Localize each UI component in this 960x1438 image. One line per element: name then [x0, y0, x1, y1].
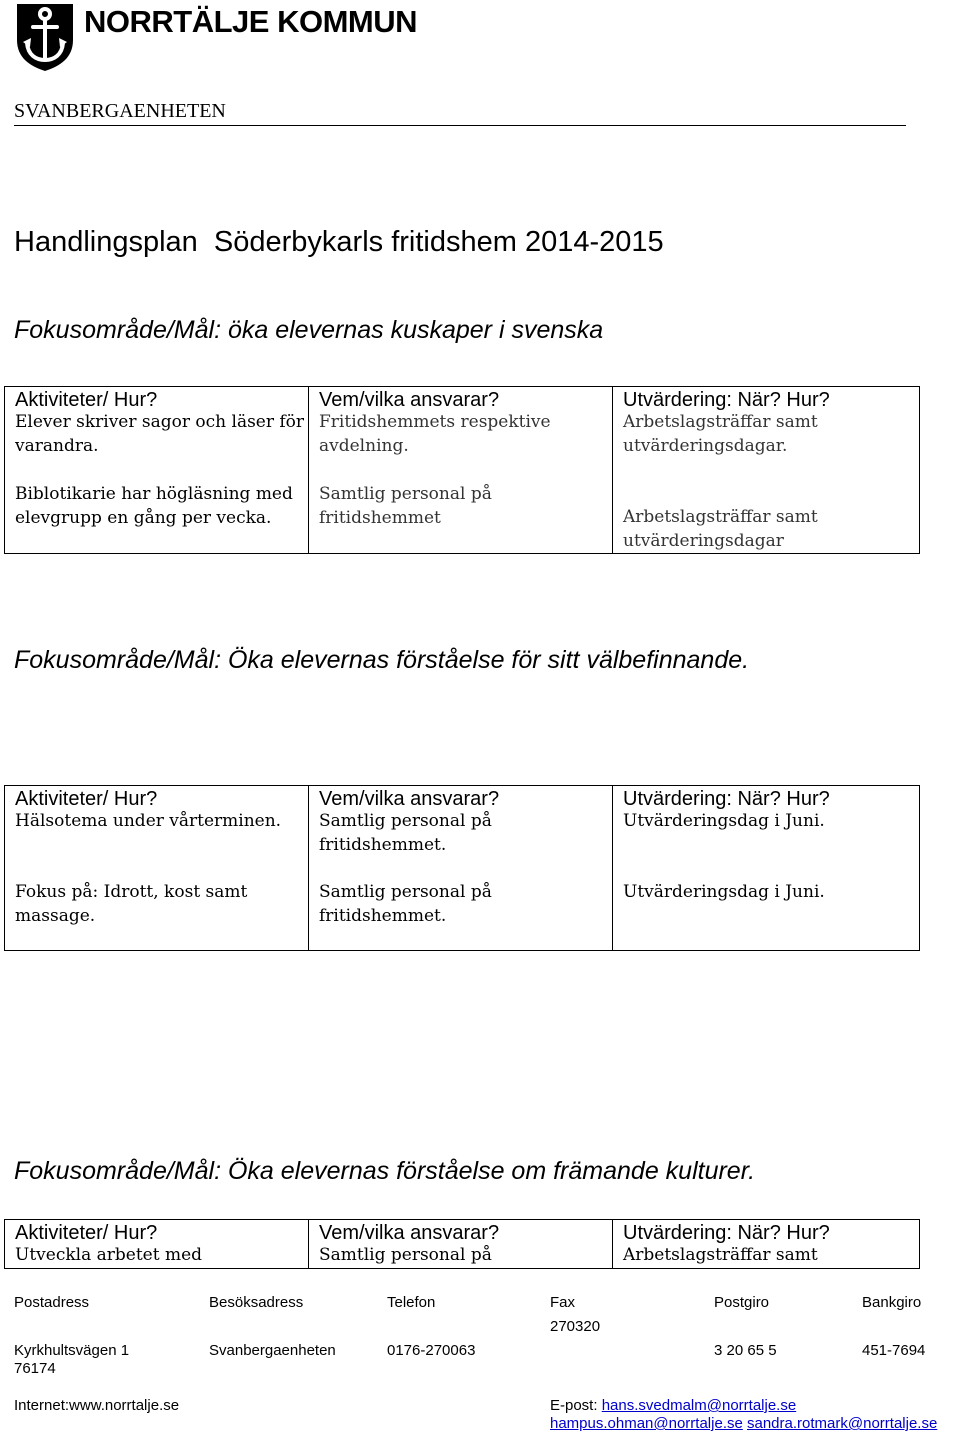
- plan-table-3: [4, 1219, 920, 1269]
- footer-visit-value: Svanbergaenheten: [209, 1342, 336, 1359]
- table-header-row: [5, 1220, 920, 1245]
- plan-table-1: [4, 386, 920, 554]
- footer-phone-value: 0176-270063: [387, 1342, 476, 1359]
- table-row: [5, 881, 920, 951]
- footer-label-postgiro: Postgiro: [714, 1294, 770, 1311]
- table-header-row: [5, 786, 920, 811]
- plan-table-2: [4, 785, 920, 951]
- evaluation-cell: Arbetslagsträffar samt utvärderingsdagar: [613, 483, 920, 554]
- responsible-cell: Samtlig personal på fritidshemmet: [309, 483, 613, 554]
- email-link-hans[interactable]: hans.svedmalm@norrtalje.se: [601, 1397, 797, 1414]
- activity-cell: Hälsotema under vårterminen.: [5, 810, 309, 881]
- footer-postal-street: Kyrkhultsvägen 1: [14, 1342, 130, 1359]
- unit-name: SVANBERGAENHETEN: [14, 100, 226, 122]
- footer-internet: Internet:www.norrtalje.se: [14, 1397, 180, 1414]
- footer-label-postal: Postadress: [14, 1294, 90, 1311]
- footer-label-fax: Fax: [550, 1294, 576, 1311]
- table-header-row: [5, 387, 920, 412]
- column-header-evaluation: Utvärdering: När? Hur?: [613, 387, 920, 412]
- organization-name: NORRTÄLJE KOMMUN: [84, 4, 417, 39]
- footer-email-line-2: [550, 1415, 937, 1433]
- table-row: [5, 411, 920, 483]
- responsible-cell: Fritidshemmets respektive avdelning.: [309, 411, 613, 483]
- footer-postgiro-value: 3 20 65 5: [714, 1342, 777, 1359]
- column-header-responsible: Vem/vilka ansvarar?: [309, 786, 613, 811]
- column-header-activity: Aktiviteter/ Hur?: [5, 387, 309, 412]
- footer-email-line-1: [550, 1397, 796, 1415]
- activity-cell: Elever skriver sagor och läser för varandra.: [5, 411, 309, 483]
- evaluation-cell: Arbetslagsträffar samt: [613, 1244, 920, 1268]
- column-header-activity: Aktiviteter/ Hur?: [5, 786, 309, 811]
- column-header-activity: Aktiviteter/ Hur?: [5, 1220, 309, 1245]
- column-header-responsible: Vem/vilka ansvarar?: [309, 387, 613, 412]
- footer-bankgiro-value: 451-7694: [862, 1342, 926, 1359]
- footer-postal-code: 76174: [14, 1360, 56, 1377]
- evaluation-cell: Utvärderingsdag i Juni.: [613, 810, 920, 881]
- email-link-hampus[interactable]: hampus.ohman@norrtalje.se: [550, 1415, 743, 1432]
- footer-fax-value: 270320: [550, 1318, 601, 1335]
- anchor-coat-of-arms-icon: [14, 2, 76, 72]
- column-header-evaluation: Utvärdering: När? Hur?: [613, 1220, 920, 1245]
- activity-cell: Biblotikarie har högläsning med elevgrupp en gång per vecka.: [5, 483, 309, 554]
- focus-heading-3: Fokusområde/Mål: Öka elevernas förståelse om främande kulturer.: [14, 1157, 756, 1185]
- table-row: [5, 810, 920, 881]
- footer-label-visit: Besöksadress: [209, 1294, 304, 1311]
- footer-label-phone: Telefon: [387, 1294, 436, 1311]
- activity-cell: Utveckla arbetet med: [5, 1244, 309, 1268]
- focus-heading-2: Fokusområde/Mål: Öka elevernas förståelse för sitt välbefinnande.: [14, 646, 750, 674]
- header-divider: [14, 125, 906, 126]
- activity-cell: Fokus på: Idrott, kost samt massage.: [5, 881, 309, 951]
- responsible-cell: Samtlig personal på: [309, 1244, 613, 1268]
- responsible-cell: Samtlig personal på fritidshemmet.: [309, 810, 613, 881]
- responsible-cell: Samtlig personal på fritidshemmet.: [309, 881, 613, 951]
- evaluation-cell: Utvärderingsdag i Juni.: [613, 881, 920, 951]
- footer-label-bankgiro: Bankgiro: [862, 1294, 922, 1311]
- footer-email-label: E-post:: [550, 1397, 598, 1414]
- column-header-evaluation: Utvärdering: När? Hur?: [613, 786, 920, 811]
- table-row: [5, 483, 920, 554]
- focus-heading-1: Fokusområde/Mål: öka elevernas kuskaper i svenska: [14, 316, 604, 344]
- email-link-sandra[interactable]: sandra.rotmark@norrtalje.se: [747, 1415, 938, 1432]
- evaluation-cell: Arbetslagsträffar samt utvärderingsdagar.: [613, 411, 920, 483]
- document-title: Handlingsplan Söderbykarls fritidshem 2014-2015: [14, 226, 664, 258]
- column-header-responsible: Vem/vilka ansvarar?: [309, 1220, 613, 1245]
- table-row: [5, 1244, 920, 1268]
